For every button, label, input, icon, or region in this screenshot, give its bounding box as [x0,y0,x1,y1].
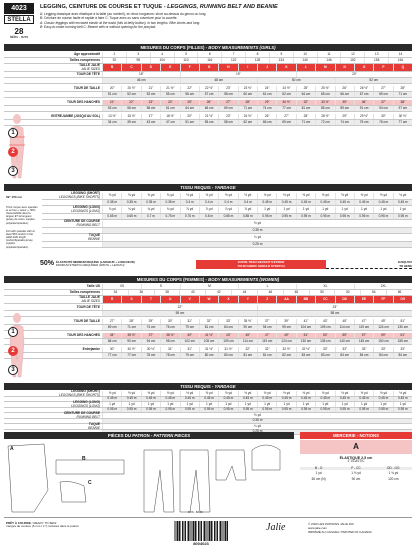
barcode [174,521,228,541]
row-inseam-cm: 34 cm 39 cm 43 cm 47 cm 51 cm 55 cm 58 cm 62 cm 66 cm 69 cm 71 cm 72 cm 74 cm 75 cm 76 cm 77 cm [4,120,412,126]
gf-row-3: TUQUE BEANIE ¼ yd [42,235,412,242]
fabric-stretch-note: Tricot moyen avec spandex et un bon « retour », 50% d'extensibilité dans la largeur ET la longueur (jersey de coton, supplex, polyester/spandex). [6,206,38,225]
num-3-women: 3 [8,365,18,375]
girls-yardage-bar: TISSU REQUIS - YARDAGE [4,184,412,191]
row-inseam-in-w: Entrejambe 30" 30 ½" 30 ½" 31" 31" 31 ½" 31 ½" 32" 32" 32 ½" 32 ½" 33" 33" 33" 33" 33" [4,347,412,353]
num-1: 1 [8,128,18,138]
pattern-description: A: Legging classique avec élastique à la taille (au nombril), en deux longueurs: short au-dessus du genou ou long. B: Ceinture de course facile et rapide à faire C: Tuque avec ou sans ouverture pour la couette. A: Classic leggings with encased elastic at the waist (hits at belly button), in two lengths: Bike shorts and long. B: Easy-to-make running belt C: Beanie with or without opening for the ponytail. [40,12,207,29]
wf-row-cm-0: 0.45 m 0.45 m 0.45 m 0.45 m 0.45 m 0.45 m 0.45 m 0.45 m 0.45 m 0.45 m 0.45 m 0.45 m 0.45 m 0.45 m 0.45 m 0.45 m [4,397,412,402]
pieces-bar: PIÈCES DU PATRON - PATTERN PIECES [4,432,294,439]
wf-row-0: LEGGING (SHORT) LEGGINGS (BIKE SHORTS) ½ yd ½ yd ½ yd ½ yd ½ yd ½ yd ½ yd ½ yd ½ yd ½ yd ½ yd ½ yd ½ yd ½ yd ½ yd ½ yd [4,391,412,397]
row-hip-in: TOUR DES HANCHES 21" 22" 23" 24" 25" 26" 27" 28" 29" 30 ½" 32" 33 ½" 35" 36" 37" 38" [4,100,412,106]
wf-row-2: CEINTURE DE COURSE RUNNING BELT ⅜ yd [4,413,412,419]
wf-row-cm-2: 0.35 m [4,419,412,424]
row-head-in-w: TOUR DE TÊTE 22" 23" [4,305,412,311]
header [4,3,412,41]
pattern-code: 4023 [4,3,34,14]
page-title: LEGGING, CEINTURE DE COURSE ET TUQUE - LEGGINGS, RUNNING BELT AND BEANIE [40,4,278,10]
row-hip-cm: 53 cm 56 cm 58 cm 61 cm 64 cm 66 cm 69 cm 71 cm 74 cm 77 cm 81 cm 85 cm 89 cm 91 cm 94 cm 97 cm [4,106,412,112]
girls-bar: MESURES DU CORPS (FILLES) - BODY MEASUREMENTS (GIRLS) [4,44,412,51]
pattern-name: STELLA [4,15,34,24]
women-bar: MESURES DU CORPS (FEMMES) - BODY MEASUREMENTS (WOMEN) [4,276,412,283]
row-inseam-cm-w: 77 cm 77 cm 78 cm 78 cm 79 cm 80 cm 80 cm 81 cm 81 cm 82 cm 83 cm 83 cm 84 cm 84 cm 84 cm 84 cm [4,353,412,359]
row-head-cm: 46 cm 48 cm 50 cm 52 cm [4,78,412,84]
footer: PRÊT À COUDRE / READY TO SEW marges de couture (6 mm / ¼") incluses dans le patron 8004023 Jalie © 2020 LES PATRONS JALIE INC www.jalie.com IMPRIMÉ AU CANADA / PRINTED IN CANADA [4,517,412,549]
women-yardage-bar: TISSU REQUIS - YARDAGE [4,383,412,390]
wf-row-1: LEGGING (LONG) LEGGINGS (LONG) 1 yd 1 yd 1 yd 1 yd 1 yd 1 yd 1 yd 1 yd 1 yd 1 yd 1 yd 1 yd 1 yd 1 yd 1 yd 1 yd [4,402,412,408]
num-2-women: 2 [8,346,18,356]
pattern-pieces [4,440,294,516]
row-sizes-w: TAILLE JALIE JALIE SIZES R S T U V W X Y Z AA BB CC DD EE FF GG [4,296,412,304]
piece-b: B [82,456,86,462]
notions-box: A ÉLASTIQUE 2.5 cm 1" ELASTIC B - O P - CC DD - GG 1 yd 1 ⅛ yd 1 ⅜ yd 60 cm (N) 90 cm 120 cm [300,440,412,512]
row-waist-cm-w: 69 cm 71 cm 74 cm 76 cm 79 cm 81 cm 84 cm 90 cm 94 cm 99 cm 104 cm 109 cm 114 cm 119 cm 124 cm 130 cm [4,325,412,331]
row-head-in: TOUR DE TÊTE 18" 19" 20" [4,72,412,78]
stretch-bar: 50% ÉLASTICITÉ MINIMUM REQUISE (LARGEUR + LONGUEUR) MINIMUM STRETCH REQUIRED (WIDTH + LENGTH) VOTRE TISSU DEVRAIT S'ÉTIRER YOUR FABRIC SHOULD STRETCH JUSQU'ICI TO HERE [40,259,412,268]
piece-a: A [10,446,14,452]
row-waist-in-w: TOUR DE TAILLE 27" 28" 29" 30" 31" 32" 33" 35 ½" 37" 39" 41" 43" 45" 47" 49" 51" [4,319,412,325]
row-eu-w: Tailles européennes 34 36 38 40 42 44 46 48 50 52 54 56 [4,290,412,296]
wf-row-3: TUQUE BEANIE ¼ yd [4,424,412,430]
num-2: 2 [8,147,18,157]
gf-row-cm-1: 0.65 m 0.65 m 0.7 m 0.75 m 0.75 m 0.8 m 0.85 m 0.85 m 0.95 m 0.95 m 0.95 m 0.95 m 0.95 m 0.95 m 0.95 m 0.95 m [42,214,412,220]
gf-row-cm-3: 0.25 m [42,242,412,248]
row-eu: Tailles européennes 92 98 104 110 116 122 128 134 140 146 152 158 164 [4,58,412,64]
row-us: Taille US XS S M L XL 2XL [4,284,412,290]
num-1-women: 1 [8,327,18,337]
row-hip-in-w: TOUR DES HANCHES 34" 35 ½" 37" 38 ½" 40" 41 ½" 43" 45" 47" 49" 51" 53" 55" 57" 59" 61" [4,333,412,339]
brand-logo: Jalie [266,522,286,533]
fabric-width-note: 59" 150 cm [6,195,22,199]
fabric-stretch-note-en: Knit with spandex with at least 50% stretch in the width AND length (cotton/Spandex jersey, supplex, polyester/spandex). [6,230,35,249]
notions-bar: MERCERIE - NOTIONS [300,432,412,439]
piece-c: C [88,480,92,486]
gf-row-cm-0: 0.35 m 0.35 m 0.35 m 0.35 m 0.4 m 0.4 m 0.4 m 0.4 m 0.45 m 0.45 m 0.45 m 0.45 m 0.45 m 0.45 m 0.45 m 0.45 m [42,200,412,206]
gf-row-2: CEINTURE DE COURSE RUNNING BELT ⅜ yd [42,221,412,228]
row-waist-in: TOUR DE TAILLE 20" 20 ½" 21" 21 ½" 22" 22 ½" 23" 23 ½" 24" 24 ½" 25" 25 ½" 26" 26 ½" 27" 28" [4,86,412,92]
gf-row-0: LEGGING (SHORT) LEGGINGS (BIKE SHORTS) ⅜ yd ⅜ yd ⅜ yd ⅜ yd ½ yd ½ yd ½ yd ½ yd ½ yd ½ yd ½ yd ½ yd ½ yd ½ yd ½ yd ½ yd [42,193,412,200]
gf-row-cm-2: 0.35 m [42,228,412,234]
row-waist-cm: 51 cm 52 cm 53 cm 55 cm 56 cm 57 cm 58 cm 60 cm 61 cm 62 cm 64 cm 65 cm 66 cm 67 cm 69 cm 71 cm [4,92,412,98]
gf-row-1: LEGGING (LONG) LEGGINGS (LONG) ¾ yd ¾ yd ¾ yd ¾ yd ⅞ yd ⅞ yd ⅞ yd ⅞ yd 1 yd 1 yd 1 yd 1 yd 1 yd 1 yd 1 yd 1 yd [42,207,412,214]
row-head-cm-w: 55 cm 58 cm [4,311,412,317]
dos-label: DOS - BACK [188,511,203,514]
row-sizes: TAILLE JALIE JALIE SIZES B C D E F G H I J K L M N O P Q [4,64,412,72]
row-age: Âge approximatif 2 3 4 5 6 7 8 9 10 11 12 13 14 [4,52,412,58]
size-count: 28 tailles - sizes [9,27,29,40]
row-hip-cm-w: 86 cm 90 cm 94 cm 98 cm 102 cm 105 cm 109 cm 114 cm 119 cm 124 cm 130 cm 135 cm 140 cm 145 cm 150 cm 155 cm [4,339,412,345]
num-3: 3 [8,166,18,176]
wf-row-cm-1: 0.95 m 0.95 m 0.95 m 0.95 m 0.95 m 0.95 m 0.95 m 0.95 m 0.95 m 0.95 m 0.95 m 0.95 m 0.95 m 0.95 m 0.95 m 0.95 m [4,408,412,413]
row-inseam-in: ENTREJAMBE (JUSQU'AU SOL) 13 ½" 15 ½" 17" 18 ½" 20" 21 ½" 23" 24 ½" 26" 27" 28" 28 ½" 29" 29 ½" 30" 30 ½" [4,114,412,120]
